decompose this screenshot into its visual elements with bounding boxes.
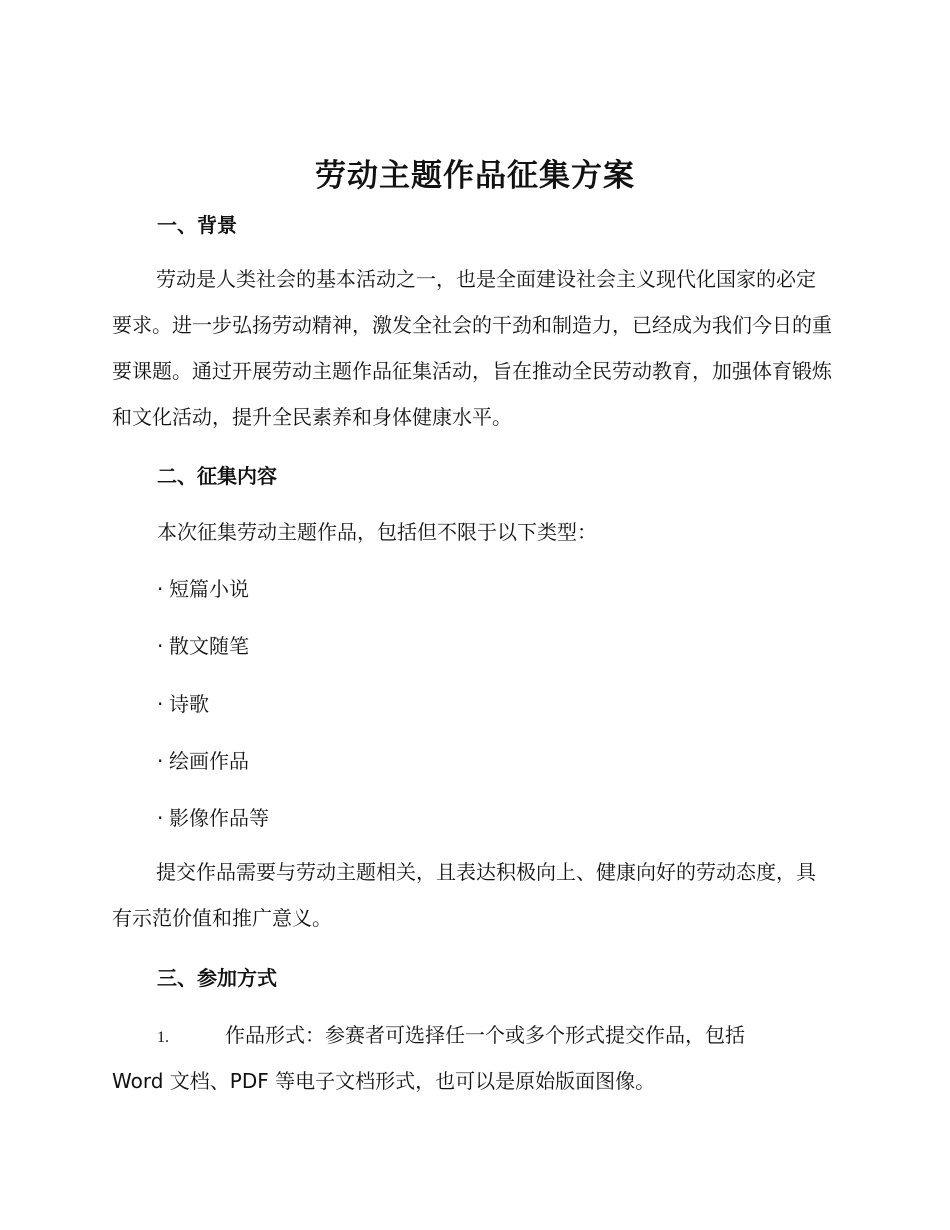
content-intro: 本次征集劳动主题作品，包括但不限于以下类型： bbox=[157, 520, 597, 544]
list-item bbox=[157, 688, 209, 717]
list-item bbox=[157, 630, 249, 659]
bullet-marker: · bbox=[157, 806, 164, 830]
item-text-line1: 作品形式：参赛者可选择任一个或多个形式提交作品，包括 bbox=[225, 1023, 745, 1047]
background-paragraph: 劳动是人类社会的基本活动之一，也是全面建设社会主义现代化国家的必定要求。进一步弘扬劳动精神，激发全社会的干劲和制造力，已经成为我们今日的重要课题。通过开展劳动主题作品征集活动，旨在推动全民劳动教育，加强体育锻炼和文化活动，提升全民素养和身体健康水平。 bbox=[112, 267, 832, 429]
numbered-item bbox=[157, 1019, 745, 1048]
list-item bbox=[157, 573, 249, 602]
bullet-marker: · bbox=[157, 634, 164, 658]
item-number: 1. bbox=[157, 1029, 169, 1046]
list-item bbox=[157, 745, 249, 774]
section-heading-participation: 三、参加方式 bbox=[157, 966, 277, 990]
section-heading-content: 二、征集内容 bbox=[157, 464, 277, 488]
list-item-label: 散文随笔 bbox=[169, 634, 249, 658]
document-title: 劳动主题作品征集方案 bbox=[315, 158, 635, 194]
list-item bbox=[157, 802, 269, 831]
list-item-label: 影像作品等 bbox=[169, 806, 269, 830]
list-item-label: 诗歌 bbox=[169, 692, 209, 716]
bullet-marker: · bbox=[157, 692, 164, 716]
bullet-marker: · bbox=[157, 577, 164, 601]
bullet-marker: · bbox=[157, 749, 164, 773]
list-item-label: 绘画作品 bbox=[169, 749, 249, 773]
list-item-label: 短篇小说 bbox=[169, 577, 249, 601]
section-heading-background: 一、背景 bbox=[157, 213, 237, 237]
item-text-line2: Word 文档、PDF 等电子文档形式，也可以是原始版面图像。 bbox=[112, 1069, 656, 1093]
content-closing-paragraph: 提交作品需要与劳动主题相关，且表达积极向上、健康向好的劳动态度，具有示范价值和推广意义。 bbox=[112, 860, 816, 930]
